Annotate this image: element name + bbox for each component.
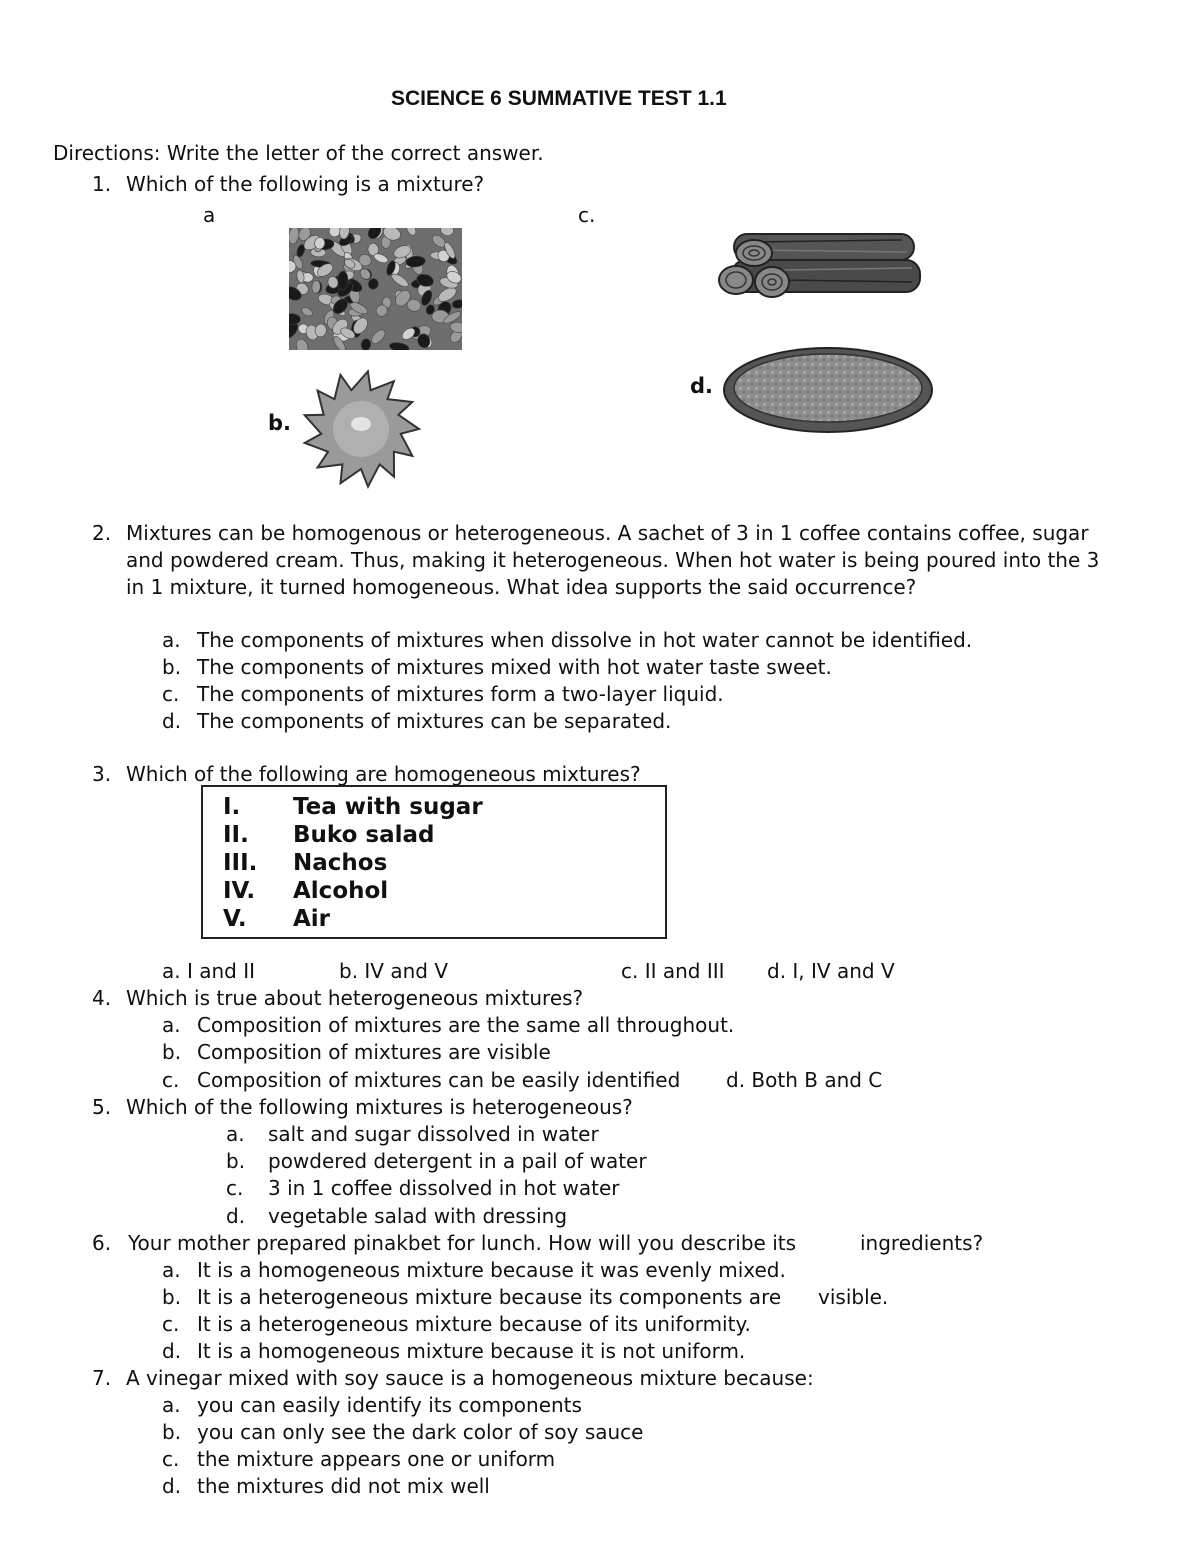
- q4-text: Which is true about heterogeneous mixtures?: [126, 986, 584, 1010]
- q7-option-b: you can only see the dark color of soy sauce: [197, 1420, 644, 1444]
- q7-number: 7.: [92, 1366, 112, 1390]
- q4-option-a-letter: a.: [162, 1013, 181, 1037]
- q2-option-b: The components of mixtures mixed with hot water taste sweet.: [197, 655, 832, 679]
- oval-tray-icon: [722, 346, 934, 434]
- q3-number: 3.: [92, 762, 112, 786]
- q2-option-c-letter: c.: [162, 682, 180, 706]
- q5-option-a-letter: a.: [226, 1122, 245, 1146]
- q3-answer-c: c. II and III: [621, 959, 725, 983]
- q5-option-c: 3 in 1 coffee dissolved in hot water: [268, 1176, 620, 1200]
- q5-option-b: powdered detergent in a pail of water: [268, 1149, 647, 1173]
- q4-option-b: Composition of mixtures are visible: [197, 1040, 551, 1064]
- wood-logs-icon: [712, 228, 927, 300]
- page-title: SCIENCE 6 SUMMATIVE TEST 1.1: [391, 87, 727, 110]
- q2-number: 2.: [92, 521, 112, 545]
- q2-line-3: in 1 mixture, it turned homogeneous. What idea supports the said occurrence?: [126, 575, 917, 599]
- q1-label-a: a: [203, 203, 216, 227]
- q3-box-item-2: Buko salad: [293, 822, 435, 848]
- q2-line-2: and powdered cream. Thus, making it heterogeneous. When hot water is being poured into the 3: [126, 548, 1100, 572]
- q7-option-b-letter: b.: [162, 1420, 182, 1444]
- q6-text-end: ingredients?: [860, 1231, 984, 1255]
- q4-option-d: d. Both B and C: [726, 1068, 883, 1092]
- q3-answer-b: b. IV and V: [339, 959, 449, 983]
- q1-text: Which of the following is a mixture?: [126, 172, 485, 196]
- q2-option-a: The components of mixtures when dissolve in hot water cannot be identified.: [197, 628, 973, 652]
- q6-option-a-letter: a.: [162, 1258, 181, 1282]
- q4-number: 4.: [92, 986, 112, 1010]
- q2-option-c: The components of mixtures form a two-layer liquid.: [197, 682, 724, 706]
- q2-option-d-letter: d.: [162, 709, 182, 733]
- q3-box-roman-4: IV.: [223, 878, 256, 904]
- q5-text: Which of the following mixtures is heterogeneous?: [126, 1095, 633, 1119]
- q6-option-a: It is a homogeneous mixture because it was evenly mixed.: [197, 1258, 786, 1282]
- q1-label-d: d.: [690, 374, 714, 398]
- q3-answer-d: d. I, IV and V: [767, 959, 895, 983]
- q3-box-item-3: Nachos: [293, 850, 388, 876]
- q6-option-c: It is a heterogeneous mixture because of its uniformity.: [197, 1312, 751, 1336]
- q3-answer-a: a. I and II: [162, 959, 256, 983]
- q3-box-roman-3: III.: [223, 850, 258, 876]
- q7-option-c-letter: c.: [162, 1447, 180, 1471]
- q6-option-c-letter: c.: [162, 1312, 180, 1336]
- q1-number: 1.: [92, 172, 112, 196]
- q5-option-b-letter: b.: [226, 1149, 246, 1173]
- q5-option-d: vegetable salad with dressing: [268, 1204, 568, 1228]
- q3-box-roman-2: II.: [223, 822, 249, 848]
- q3-box-item-5: Air: [293, 906, 331, 932]
- q7-option-a: you can easily identify its components: [197, 1393, 582, 1417]
- q1-label-c: c.: [578, 203, 596, 227]
- q7-text: A vinegar mixed with soy sauce is a homogeneous mixture because:: [126, 1366, 814, 1390]
- q7-option-c: the mixture appears one or uniform: [197, 1447, 556, 1471]
- q3-text: Which of the following are homogeneous mixtures?: [126, 762, 641, 786]
- q5-option-d-letter: d.: [226, 1204, 246, 1228]
- q2-line-1: Mixtures can be homogenous or heterogeneous. A sachet of 3 in 1 coffee contains coffee, sugar: [126, 521, 1089, 545]
- q2-option-a-letter: a.: [162, 628, 181, 652]
- q3-box-roman-1: I.: [223, 794, 241, 820]
- q6-option-b-letter: b.: [162, 1285, 182, 1309]
- q4-option-a: Composition of mixtures are the same all throughout.: [197, 1013, 735, 1037]
- q5-option-a: salt and sugar dissolved in water: [268, 1122, 599, 1146]
- q4-option-c: Composition of mixtures can be easily identified: [197, 1068, 681, 1092]
- q2-option-b-letter: b.: [162, 655, 182, 679]
- q7-option-d: the mixtures did not mix well: [197, 1474, 490, 1498]
- directions: Directions: Write the letter of the correct answer.: [53, 141, 544, 165]
- q2-option-d: The components of mixtures can be separated.: [197, 709, 672, 733]
- q5-number: 5.: [92, 1095, 112, 1119]
- q7-option-d-letter: d.: [162, 1474, 182, 1498]
- q4-option-b-letter: b.: [162, 1040, 182, 1064]
- q6-option-b-end: visible.: [818, 1285, 889, 1309]
- q6-option-b: It is a heterogeneous mixture because its components are: [197, 1285, 782, 1309]
- q6-text: Your mother prepared pinakbet for lunch. How will you describe its: [128, 1231, 797, 1255]
- mixed-beans-photo: [289, 228, 462, 350]
- q3-box-roman-5: V.: [223, 906, 247, 932]
- q6-option-d-letter: d.: [162, 1339, 182, 1363]
- q1-label-b: b.: [268, 411, 292, 435]
- q4-option-c-letter: c.: [162, 1068, 180, 1092]
- q3-box-item-1: Tea with sugar: [293, 794, 483, 820]
- q7-option-a-letter: a.: [162, 1393, 181, 1417]
- q6-number: 6.: [92, 1231, 112, 1255]
- q5-option-c-letter: c.: [226, 1176, 244, 1200]
- sun-shape-icon: [298, 368, 424, 490]
- q6-option-d: It is a homogeneous mixture because it is not uniform.: [197, 1339, 746, 1363]
- q3-box-item-4: Alcohol: [293, 878, 389, 904]
